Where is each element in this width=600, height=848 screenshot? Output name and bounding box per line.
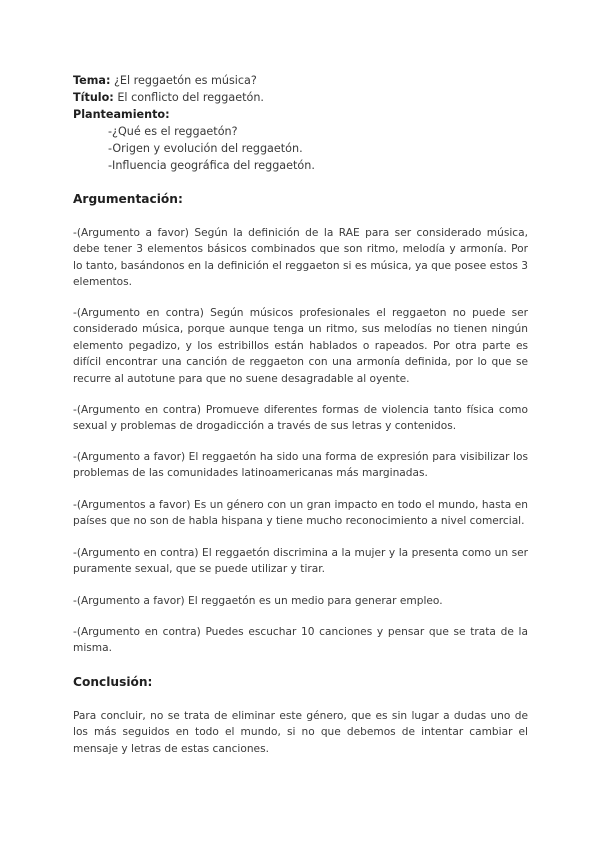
- tema-line: [73, 73, 257, 89]
- argument-paragraph: -(Argumento a favor) Según la definición de la RAE para ser considerado música, debe tener 3 elementos básicos combinados que son ritmo, melodía y armonía. Por lo tanto, basándonos en la definición el reggaeton si es música, ya que posee estos 3 elementos.: [73, 227, 528, 289]
- titulo-line: [73, 90, 264, 106]
- argument-paragraph: -(Argumento en contra) Según músicos profesionales el reggaeton no puede ser considerado música, porque aunque tenga un ritmo, sus melodías no tienen ningún elemento pegadizo, y los estribillos están hablados o rapeados. Por otra parte es difícil encontrar una canción de reggaeton con una armonía definida, por lo que se recurre al autotune para que no suene desagradable al oyente.: [73, 307, 528, 385]
- argument-paragraph: -(Argumento en contra) Puedes escuchar 10 canciones y pensar que se trata de la misma.: [73, 626, 528, 655]
- tema-value: ¿El reggaetón es música?: [113, 74, 257, 87]
- conclusion-paragraph: Para concluir, no se trata de eliminar este género, que es sin lugar a dudas uno de los más seguidos en todo el mundo, si no que debemos de intentar cambiar el mensaje y letras de estas canciones.: [73, 710, 528, 755]
- argument-paragraph: -(Argumento a favor) El reggaetón ha sido una forma de expresión para visibilizar los problemas de las comunidades latinoamericanas más marginadas.: [73, 451, 528, 480]
- argument-paragraph: -(Argumentos a favor) Es un género con un gran impacto en todo el mundo, hasta en países que no son de habla hispana y tiene mucho reconocimiento a nivel comercial.: [73, 499, 528, 528]
- planteamiento-item: -Influencia geográfica del reggaetón.: [108, 159, 315, 172]
- argument-paragraph: -(Argumento en contra) Promueve diferentes formas de violencia tanto física como sexual y problemas de drogadicción a través de sus letras y contenidos.: [73, 404, 528, 433]
- planteamiento-line: [73, 107, 170, 123]
- titulo-value: El conflicto del reggaetón.: [117, 91, 264, 104]
- tema-label: Tema:: [73, 74, 111, 87]
- planteamiento-item: -Origen y evolución del reggaetón.: [108, 142, 303, 155]
- titulo-label: Título:: [73, 91, 114, 104]
- argumentacion-heading: Argumentación:: [73, 192, 183, 206]
- argument-paragraph: -(Argumento en contra) El reggaetón discrimina a la mujer y la presenta como un ser puramente sexual, que se puede utilizar y tirar.: [73, 547, 528, 576]
- planteamiento-label: Planteamiento:: [73, 108, 170, 121]
- conclusion-heading: Conclusión:: [73, 675, 153, 689]
- argument-paragraph: -(Argumento a favor) El reggaetón es un medio para generar empleo.: [73, 595, 443, 607]
- planteamiento-item: -¿Qué es el reggaetón?: [108, 125, 238, 138]
